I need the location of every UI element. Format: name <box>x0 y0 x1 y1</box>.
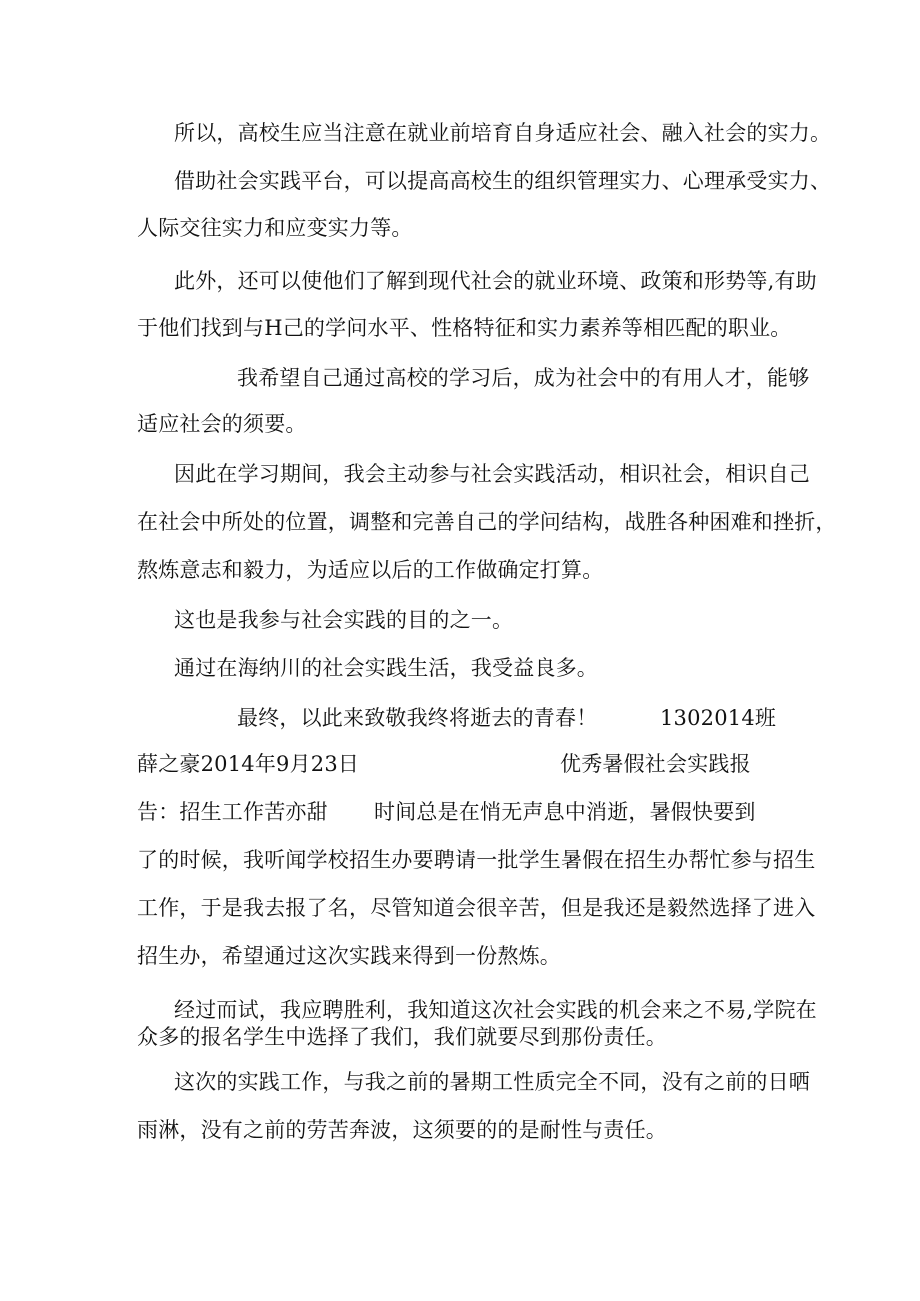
paragraph-line: 这也是我参与社会实践的目的之一。 <box>174 608 514 632</box>
paragraph-line: 时间总是在悄无声息中消逝，暑假快要到 <box>374 800 756 824</box>
paragraph-line: 适应社会的须要。 <box>137 412 307 436</box>
paragraph-line: 经过而试，我应聘胜利，我知道这次社会实践的机会来之不易,学院在 <box>174 998 817 1022</box>
paragraph-line: 借助社会实践平台，可以提高高校生的组织管理实力、心理承受实力、 <box>174 169 832 193</box>
paragraph-line: 最终，以此来致敬我终将逝去的青春！ <box>237 706 598 730</box>
paragraph-line: 此外，还可以使他们了解到现代社会的就业环境、政策和形势等,有助 <box>174 269 817 293</box>
section-title-part2: 告：招生工作苦亦甜 <box>137 800 328 824</box>
paragraph-line: 招生办，希望通过这次实践来得到一份熬炼。 <box>137 944 561 968</box>
signature-date: 薛之豪2014年9月23日 <box>137 752 360 776</box>
paragraph-line: 雨淋，没有之前的劳苦奔波，这须要的的是耐性与责任。 <box>137 1118 667 1142</box>
paragraph-line: 所以，高校生应当注意在就业前培育自身适应社会、融入社会的实力。 <box>174 121 832 145</box>
paragraph-line: 通过在海纳川的社会实践生活，我受益良多。 <box>174 656 598 680</box>
paragraph-line: 我希望自己通过高校的学习后，成为社会中的有用人才，能够 <box>237 366 810 390</box>
section-title-part1: 优秀暑假社会实践报 <box>560 752 751 776</box>
class-number: 1302014班 <box>660 706 777 730</box>
paragraph-line: 了的时候，我听闻学校招生办要聘请一批学生暑假在招生办帮忙参与招生 <box>137 848 816 872</box>
paragraph-line: 熬炼意志和毅力，为适应以后的工作做确定打算。 <box>137 558 604 582</box>
paragraph-line: 人际交往实力和应变实力等。 <box>137 216 413 240</box>
paragraph-line: 众多的报名学生中选择了我们，我们就要尽到那份责任。 <box>137 1025 667 1049</box>
paragraph-line: 这次的实践工作，与我之前的暑期工性质完全不同，没有之前的日晒 <box>174 1070 810 1094</box>
paragraph-line: 在社会中所处的位置，调整和完善自己的学问结构，战胜各种困难和挫折， <box>137 510 837 534</box>
paragraph-line: 工作，于是我去报了名，尽管知道会很辛苦，但是我还是毅然选择了进入 <box>137 896 816 920</box>
paragraph-line: 于他们找到与H己的学问水平、性格特征和实力素养等相匹配的职业。 <box>137 316 792 340</box>
paragraph-line: 因此在学习期间，我会主动参与社会实践活动，相识社会，相识自己 <box>174 462 810 486</box>
